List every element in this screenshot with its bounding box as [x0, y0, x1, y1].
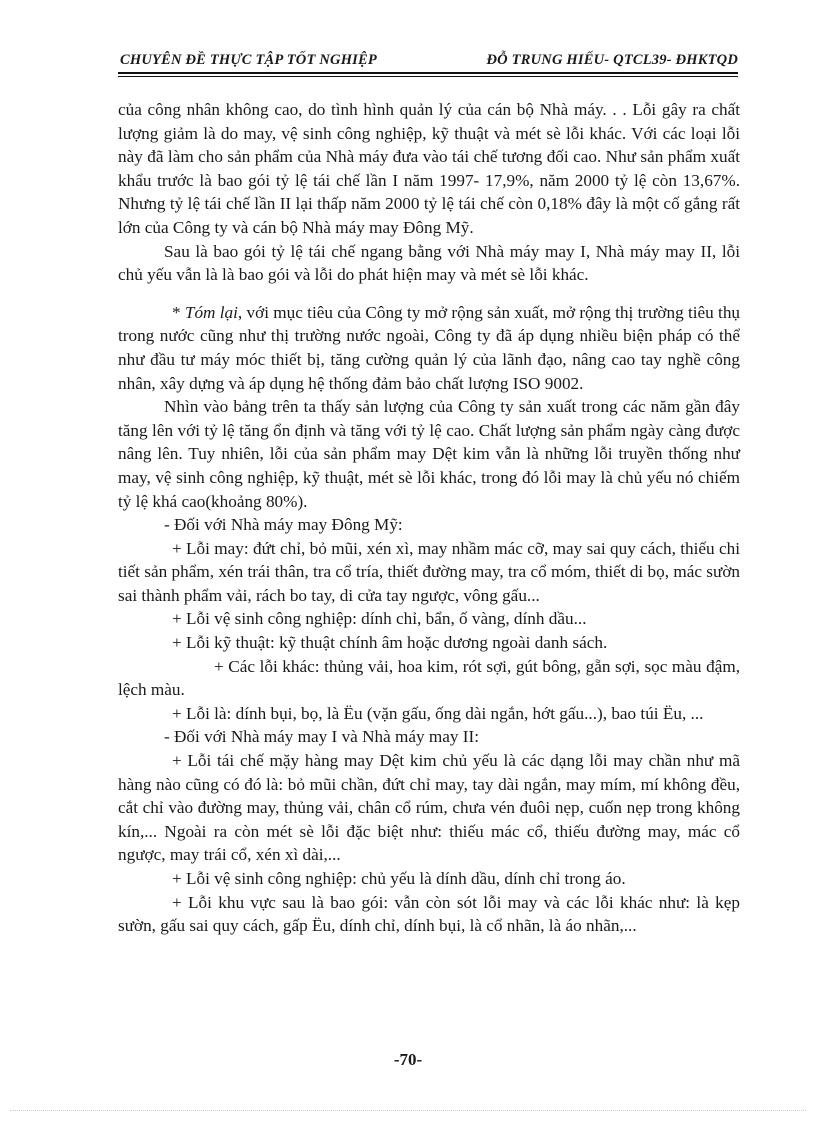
paragraph-packaging: Sau là bao gói tỷ lệ tái chế ngang bằng với Nhà máy may I, Nhà máy may II, lỗi chủ yếu vẫn là là bao gói và lỗi do phát hiện may và mét sè lỗi khác.: [118, 241, 740, 285]
paragraph-analysis: Nhìn vào bảng trên ta thấy sản lượng của Công ty sản xuất trong các năm gần đây tăng lên với tỷ lệ tăng ổn định và tăng với tỷ lệ cao. Chất lượng sản phẩm ngày càng được nâng lên. Tuy nhiên, lỗi của sản phẩm may Dệt kim vẫn là những lỗi truyền thống như may, vệ sinh công nghiệp, kỹ thuật, mét sè lỗi khác, trong đó lỗi may là chủ yếu nó chiếm tỷ lệ khá cao(khoảng 80%).: [118, 397, 740, 511]
summary-emphasis: Tóm lại: [184, 302, 238, 322]
list-item-sewing-errors: + Lỗi may: đứt chỉ, bỏ mũi, xén xì, may nhầm mác cỡ, may sai quy cách, thiếu chi tiết sản phẩm, xén trái thân, tra cổ tría, thiết đường may, tra cổ móm, thiết di bọ, mác sườn sai thành phẩm vải, rách bo tay, di cửa tay ngược, vông gấu...: [118, 538, 740, 605]
list-item-rework-errors: + Lỗi tái chế mặy hàng may Dệt kim chủ yếu là các dạng lỗi may chần như mã hàng nào cũng có đó là: bỏ mũi chần, đứt chỉ may, tay dài ngắn, may mím, mí không đều, cắt chỉ vào đường may, thủng vải, chân cổ rúm, chưa vén đuôi nẹp, cuốn nẹp trong không kín,... Ngoài ra còn mét sè lỗi đặc biệt như: thiếu mác cổ, thiếu đường may, mác cổ ngược, may trái cổ, xén xì dài,...: [118, 751, 740, 865]
paragraph-summary: [118, 301, 740, 395]
summary-text: , với mục tiêu của Công ty mở rộng sản xuất, mở rộng thị trường tiêu thụ trong nước cũng như thị trường nước ngoài, Công ty đã áp dụng nhiều biện pháp có thể như đầu tư máy móc thiết bị, tăng cường quản lý của lãnh đạo, nâng cao tay nghề công nhân, xây dựng và áp dụng hệ thống đảm bảo chất lượng ISO 9002.: [118, 302, 741, 393]
header-author: ĐỖ TRUNG HIẾU- QTCL39- ĐHKTQD: [486, 52, 738, 68]
summary-bullet: *: [172, 302, 185, 322]
list-item-technical-errors: + Lỗi kỹ thuật: kỹ thuật chính âm hoặc dương ngoài danh sách.: [172, 633, 608, 653]
page-number: -70-: [393, 1050, 423, 1069]
list-item-packaging-errors: + Lỗi khu vực sau là bao gói: vẫn còn sót lỗi may và các lỗi khác như: là kẹp sườn, gấu sai quy cách, gấp Ëu, dính chỉ, dính bụi, là cổ nhãn, là áo nhãn,...: [118, 892, 740, 936]
section-dong-my: - Đối với Nhà máy may Đông Mỹ:: [164, 515, 403, 535]
list-item-ironing-errors: + Lỗi là: dính bụi, bọ, là Ëu (vặn gấu, ống dài ngắn, hớt gấu...), bao túi Ëu, ...: [172, 703, 704, 723]
list-item-hygiene-errors-2: + Lỗi vệ sinh công nghiệp: chủ yếu là dính dầu, dính chỉ trong áo.: [172, 869, 626, 888]
paragraph-continuation: của công nhân không cao, do tình hình quản lý của cán bộ Nhà máy. . . Lỗi gây ra chất lượng giảm là do may, vệ sinh công nghiệp, kỹ thuật và mét sè lỗi khác. Với các loại lỗi này đã làm cho sản phẩm của Nhà máy đưa vào tái chế tương đối cao. Như sản phẩm xuất khẩu trước là bao gói tỷ lệ tái chế lần I năm 1997- 17,9%, năm 2000 tỷ lệ còn 13,67%. Nhưng tỷ lệ tái chế lần II lại thấp năm 2000 tỷ lệ tái chế còn 0,18% đây là một cố gắng rất lớn của Công ty và cán bộ Nhà máy may Đông Mỹ.: [118, 100, 740, 237]
running-header: [118, 52, 738, 72]
list-item-other-errors: + Các lỗi khác: thủng vải, hoa kim, rót sợi, gút bông, gẵn sợi, sọc màu đậm, lệch màu.: [118, 656, 740, 700]
paragraph-gap: [118, 287, 740, 301]
section-factory-1-2: - Đối với Nhà máy may I và Nhà máy may II:: [164, 727, 480, 747]
page-bottom-dotted-line: [10, 1110, 806, 1111]
header-title: CHUYÊN ĐỀ THỰC TẬP TỐT NGHIỆP: [120, 52, 377, 68]
header-rule-thick: [118, 72, 738, 74]
header-rule-thin: [118, 76, 738, 77]
body-text: [118, 98, 740, 938]
list-item-hygiene-errors: + Lỗi vệ sinh công nghiệp: dính chỉ, bẩn, ố vàng, dính dầu...: [172, 609, 587, 629]
